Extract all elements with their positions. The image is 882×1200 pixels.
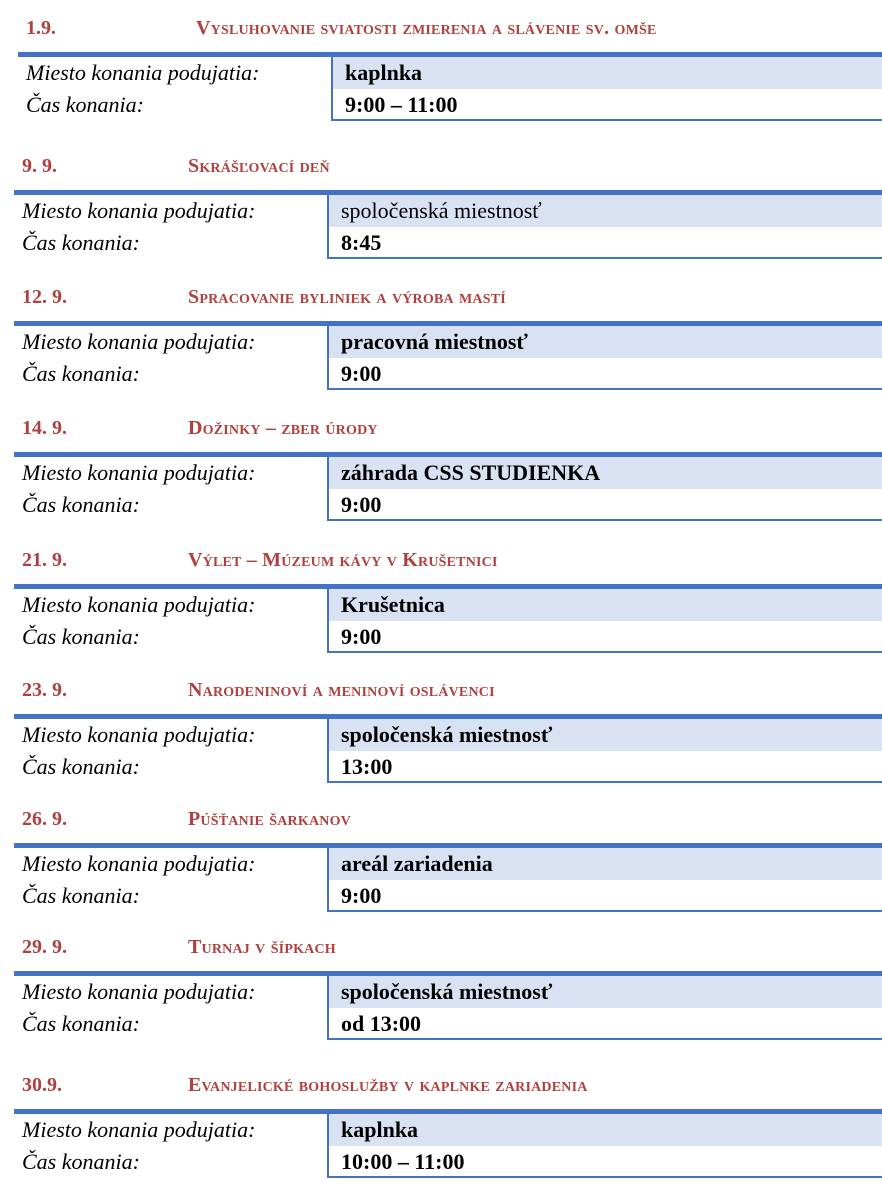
time-value: 9:00 bbox=[327, 489, 882, 521]
event-date: 23. 9. bbox=[22, 679, 67, 701]
place-label: Miesto konania podujatia: bbox=[22, 329, 256, 354]
place-label: Miesto konania podujatia: bbox=[22, 198, 256, 223]
place-row bbox=[0, 719, 882, 751]
place-value: záhrada CSS STUDIENKA bbox=[327, 457, 882, 489]
event-title: Turnaj v šípkach bbox=[188, 936, 336, 958]
event-header bbox=[0, 284, 882, 314]
place-label: Miesto konania podujatia: bbox=[22, 592, 256, 617]
event-date: 29. 9. bbox=[22, 936, 67, 958]
place-row bbox=[0, 457, 882, 489]
time-label: Čas konania: bbox=[26, 92, 144, 117]
place-row bbox=[0, 57, 882, 89]
time-row bbox=[0, 751, 882, 783]
place-value: spoločenská miestnosť bbox=[327, 976, 882, 1008]
event-title: Evanjelické bohoslužby v kaplnke zariadenia bbox=[188, 1074, 588, 1096]
place-label: Miesto konania podujatia: bbox=[22, 460, 256, 485]
event-date: 30.9. bbox=[22, 1074, 62, 1096]
place-label: Miesto konania podujatia: bbox=[22, 1117, 256, 1142]
place-label: Miesto konania podujatia: bbox=[22, 979, 256, 1004]
time-value: 9:00 bbox=[327, 358, 882, 390]
time-row bbox=[0, 1146, 882, 1178]
time-label: Čas konania: bbox=[22, 492, 140, 517]
time-value: 9:00 bbox=[327, 621, 882, 653]
event-header bbox=[0, 806, 882, 836]
place-value: spoločenská miestnosť bbox=[327, 719, 882, 751]
event-date: 26. 9. bbox=[22, 808, 67, 830]
time-row bbox=[0, 1008, 882, 1040]
place-row bbox=[0, 195, 882, 227]
time-row bbox=[0, 227, 882, 259]
event-header bbox=[0, 153, 882, 183]
time-value: od 13:00 bbox=[327, 1008, 882, 1040]
time-row bbox=[0, 358, 882, 390]
event-header bbox=[0, 15, 882, 45]
place-value: areál zariadenia bbox=[327, 848, 882, 880]
time-label: Čas konania: bbox=[22, 754, 140, 779]
time-value: 9:00 bbox=[327, 880, 882, 912]
time-label: Čas konania: bbox=[22, 883, 140, 908]
event-title: Skrášľovací deň bbox=[188, 155, 330, 177]
event-title: Spracovanie byliniek a výroba mastí bbox=[188, 286, 506, 308]
event-header bbox=[0, 415, 882, 445]
time-value: 13:00 bbox=[327, 751, 882, 783]
time-label: Čas konania: bbox=[22, 1011, 140, 1036]
event-header bbox=[0, 934, 882, 964]
time-label: Čas konania: bbox=[22, 1149, 140, 1174]
time-row bbox=[0, 89, 882, 121]
place-value: kaplnka bbox=[331, 57, 882, 89]
place-row bbox=[0, 326, 882, 358]
event-header bbox=[0, 1072, 882, 1102]
place-row bbox=[0, 976, 882, 1008]
place-row bbox=[0, 848, 882, 880]
place-value: pracovná miestnosť bbox=[327, 326, 882, 358]
time-label: Čas konania: bbox=[22, 361, 140, 386]
place-row bbox=[0, 1114, 882, 1146]
event-date: 14. 9. bbox=[22, 417, 67, 439]
event-title: Vysluhovanie sviatosti zmierenia a slávenie sv. omše bbox=[196, 17, 657, 39]
event-date: 21. 9. bbox=[22, 549, 67, 571]
time-value: 9:00 – 11:00 bbox=[331, 89, 882, 121]
place-label: Miesto konania podujatia: bbox=[22, 851, 256, 876]
place-row bbox=[0, 589, 882, 621]
place-value: kaplnka bbox=[327, 1114, 882, 1146]
event-header bbox=[0, 677, 882, 707]
event-title: Výlet – Múzeum kávy v Krušetnici bbox=[188, 549, 498, 571]
event-title: Púšťanie šarkanov bbox=[188, 808, 351, 830]
place-value: spoločenská miestnosť bbox=[327, 195, 882, 227]
time-row bbox=[0, 621, 882, 653]
time-row bbox=[0, 489, 882, 521]
event-date: 1.9. bbox=[26, 17, 56, 39]
event-title: Dožinky – zber úrody bbox=[188, 417, 378, 439]
time-label: Čas konania: bbox=[22, 624, 140, 649]
event-date: 12. 9. bbox=[22, 286, 67, 308]
time-row bbox=[0, 880, 882, 912]
place-label: Miesto konania podujatia: bbox=[26, 60, 260, 85]
time-value: 10:00 – 11:00 bbox=[327, 1146, 882, 1178]
place-value: Krušetnica bbox=[327, 589, 882, 621]
time-label: Čas konania: bbox=[22, 230, 140, 255]
event-header bbox=[0, 547, 882, 577]
time-value: 8:45 bbox=[327, 227, 882, 259]
event-title: Narodeninoví a meninoví oslávenci bbox=[188, 679, 495, 701]
event-date: 9. 9. bbox=[22, 155, 57, 177]
place-label: Miesto konania podujatia: bbox=[22, 722, 256, 747]
